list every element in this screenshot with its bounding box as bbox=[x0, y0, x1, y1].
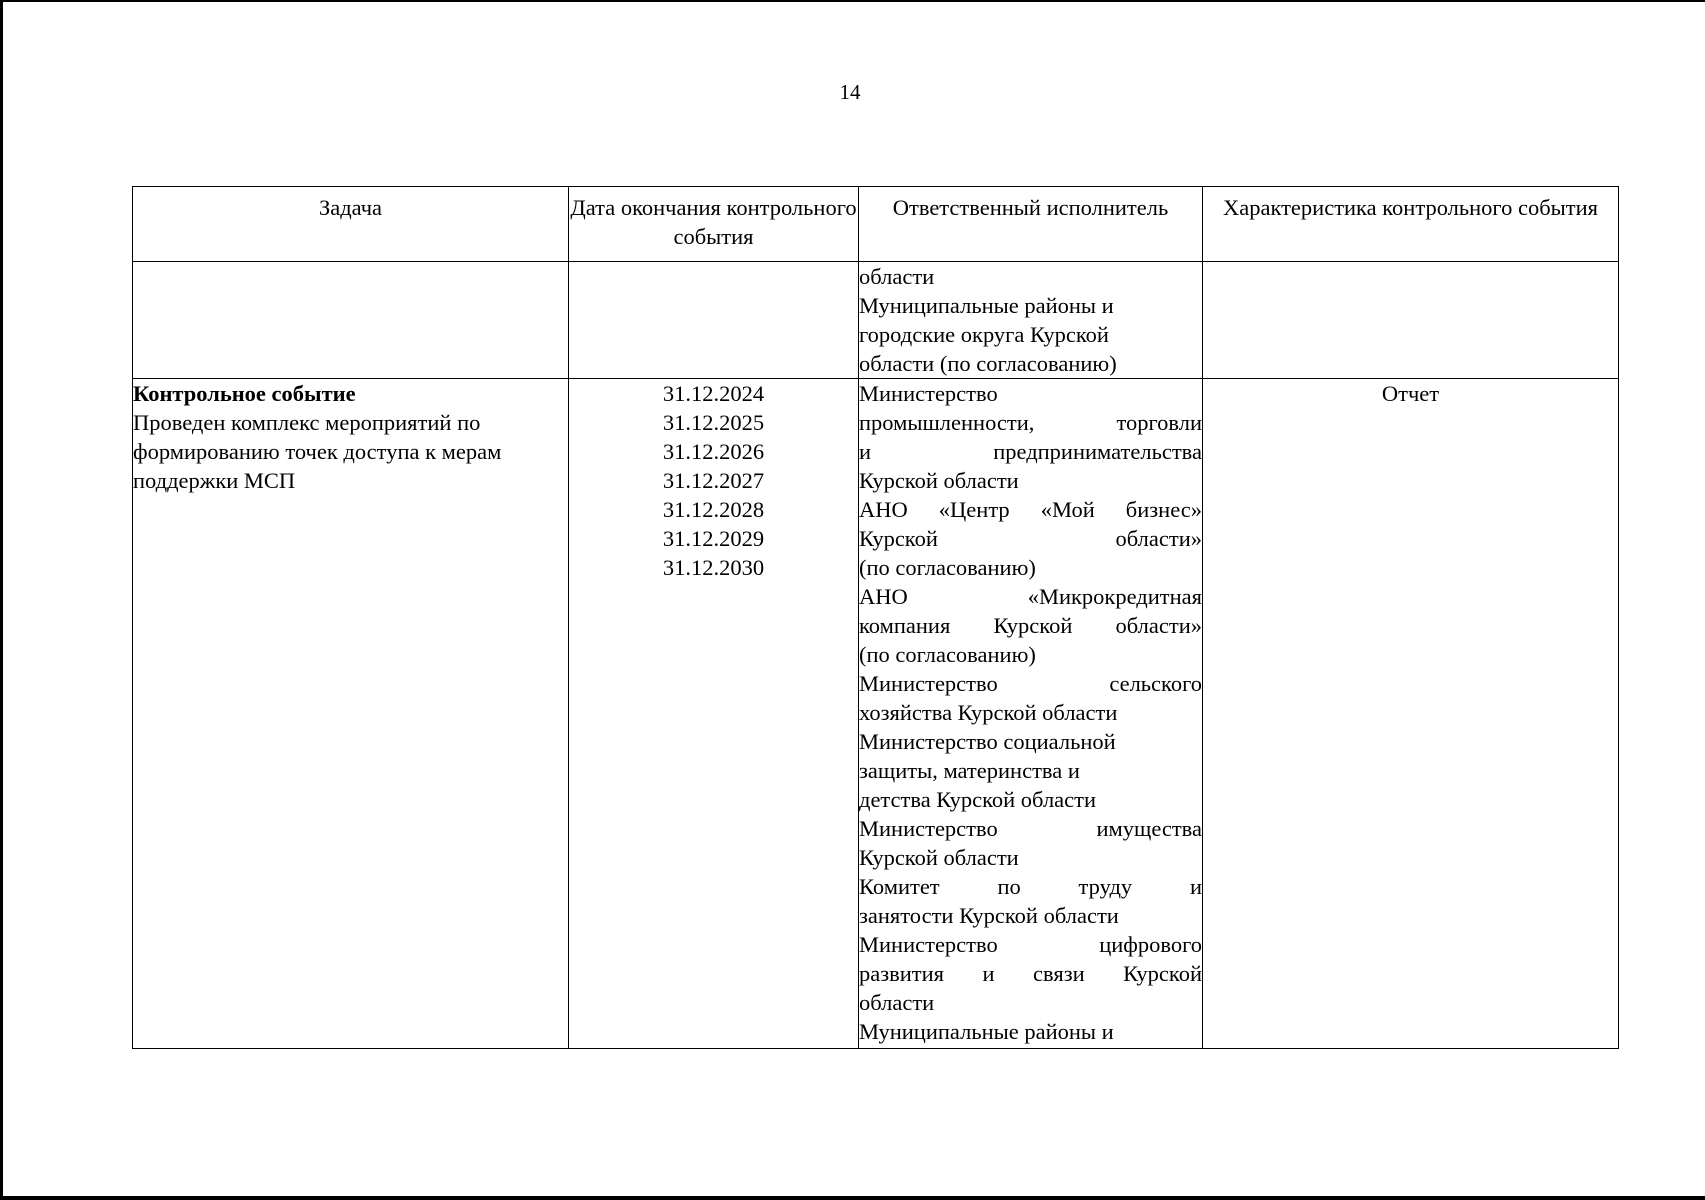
task-description: Проведен комплекс мероприятий по формированию точек доступа к мерам поддержки МСП bbox=[133, 410, 502, 493]
cell-task-empty bbox=[133, 262, 569, 379]
responsible-line: Министерство сельского bbox=[859, 671, 1202, 696]
responsible-line: области bbox=[859, 264, 935, 289]
responsible-line: области (по согласованию) bbox=[859, 351, 1117, 376]
cell-responsible-continuation bbox=[859, 262, 1203, 379]
responsible-line: Министерство bbox=[859, 381, 998, 406]
responsible-line: Курской области bbox=[859, 845, 1019, 870]
characteristic-text: Отчет bbox=[1381, 381, 1440, 406]
responsible-line: промышленности, торговли bbox=[859, 410, 1202, 435]
scan-edge-bottom bbox=[0, 1196, 1705, 1200]
header-responsible: Ответственный исполнитель bbox=[859, 187, 1203, 262]
cell-end-dates bbox=[569, 379, 859, 1049]
responsible-line: Министерство социальной bbox=[859, 729, 1116, 754]
page-number: 14 bbox=[839, 80, 861, 104]
responsible-line: развития и связи Курской bbox=[859, 961, 1202, 986]
end-date-item: 31.12.2027 bbox=[662, 468, 765, 493]
responsible-line: АНО «Микрокредитная bbox=[859, 584, 1202, 609]
responsible-line: городские округа Курской bbox=[859, 322, 1109, 347]
header-characteristic: Характеристика контрольного события bbox=[1203, 187, 1619, 262]
task-title: Контрольное событие bbox=[133, 381, 356, 406]
scan-edge-left bbox=[0, 0, 3, 1200]
responsible-line: Комитет по труду и bbox=[859, 874, 1202, 899]
end-date-item: 31.12.2024 bbox=[662, 381, 765, 406]
responsible-line: Министерство цифрового bbox=[859, 932, 1202, 957]
cell-characteristic bbox=[1203, 379, 1619, 1049]
end-date-item: 31.12.2028 bbox=[662, 497, 765, 522]
cell-responsible bbox=[859, 379, 1203, 1049]
responsible-line: детства Курской области bbox=[859, 787, 1097, 812]
responsible-line: Министерство имущества bbox=[859, 816, 1202, 841]
responsible-line: Курской области bbox=[859, 468, 1019, 493]
responsible-line: (по согласованию) bbox=[859, 642, 1036, 667]
table-row-control-event bbox=[133, 379, 1619, 1049]
header-task: Задача bbox=[133, 187, 569, 262]
control-events-table bbox=[132, 186, 1619, 1049]
cell-date-empty bbox=[569, 262, 859, 379]
cell-characteristic-empty bbox=[1203, 262, 1619, 379]
responsible-line: занятости Курской области bbox=[859, 903, 1119, 928]
table-header-row bbox=[133, 187, 1619, 262]
responsible-line: компания Курской области» bbox=[859, 613, 1202, 638]
responsible-line: Курской области» bbox=[859, 526, 1202, 551]
responsible-line: области bbox=[859, 990, 935, 1015]
responsible-line: и предпринимательства bbox=[859, 439, 1202, 464]
scan-edge-top bbox=[0, 0, 1705, 2]
table-row-continuation bbox=[133, 262, 1619, 379]
end-date-item: 31.12.2026 bbox=[662, 439, 765, 464]
responsible-line: защиты, материнства и bbox=[859, 758, 1080, 783]
end-date-item: 31.12.2025 bbox=[662, 410, 765, 435]
header-end-date: Дата окончания контрольного события bbox=[569, 187, 859, 262]
responsible-line: Муниципальные районы и bbox=[859, 1019, 1114, 1044]
end-date-item: 31.12.2029 bbox=[662, 526, 765, 551]
responsible-line: хозяйства Курской области bbox=[859, 700, 1118, 725]
responsible-line: АНО «Центр «Мой бизнес» bbox=[859, 497, 1202, 522]
responsible-line: Муниципальные районы и bbox=[859, 293, 1114, 318]
cell-task bbox=[133, 379, 569, 1049]
end-date-item: 31.12.2030 bbox=[662, 555, 765, 580]
responsible-line: (по согласованию) bbox=[859, 555, 1036, 580]
